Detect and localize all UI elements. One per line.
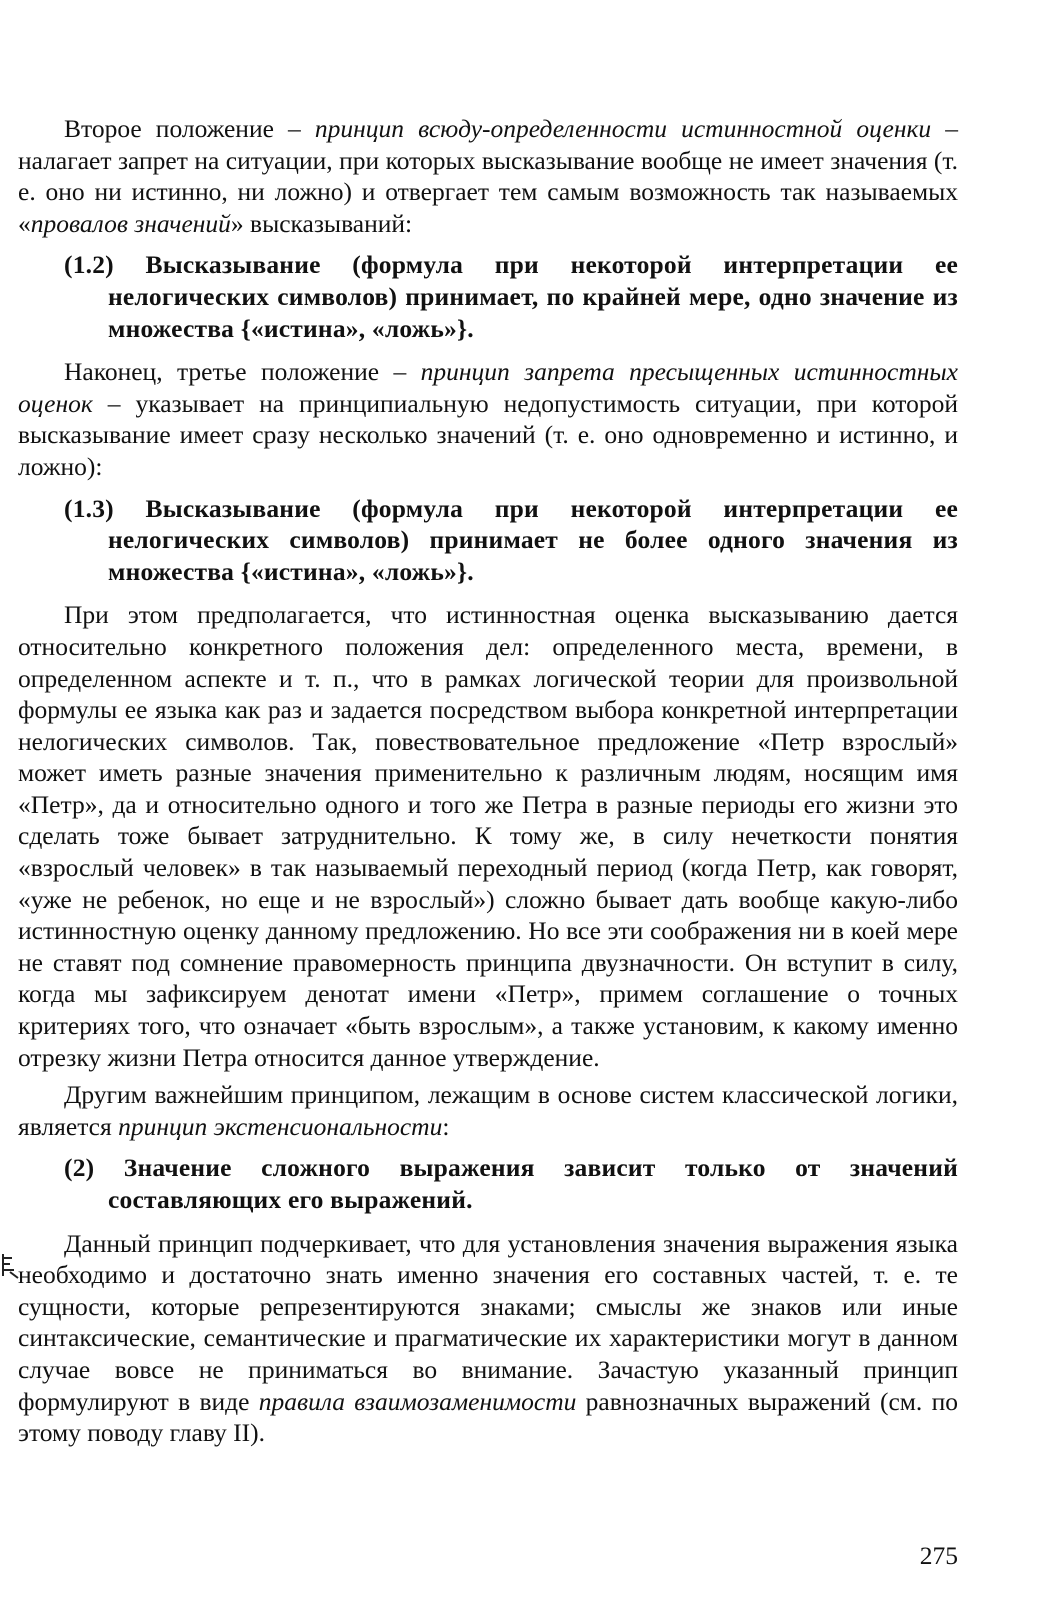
italic-term: правила взаимозаменимости: [258, 1386, 577, 1416]
italic-term: принцип всюду-определенности истинностной оценки: [314, 114, 932, 143]
paragraph-principle-no-oversaturation: [18, 356, 958, 482]
page-number: 275: [919, 1541, 958, 1570]
paragraph-principle-total-definiteness: [18, 113, 958, 239]
italic-term: принцип запрета пресыщенных истинностных оценок: [18, 357, 958, 418]
rule-2: [64, 1152, 958, 1215]
rule-text: Значение сложного выражения зависит только от значений составляющих его выражений.: [108, 1153, 958, 1214]
margin-scan-mark-icon: [0, 1250, 22, 1280]
rule-number: (2): [64, 1153, 124, 1183]
paragraph-extensionality-intro: [18, 1079, 958, 1142]
text-run: Наконец, третье положение –: [64, 357, 421, 387]
text-run: Данный принцип подчеркивает, что для установления значения выражения языка необходимо и достаточно знать именно значения его составных частей, т. е. те сущности, которые репрезентируются знаками; смыслы же знаков или иные синтаксические, семантические и прагматические их характеристики могут в данном случае вовсе не приниматься во внимание. Зачастую указанный принцип формулируют в виде: [18, 1228, 958, 1416]
text-run: – указывает на принципиальную недопустимость ситуации, при которой высказывание имеет сразу несколько значений (т. е. оно одновременно и истинно, и ложно):: [18, 388, 958, 481]
page-body: [18, 113, 958, 1449]
italic-term: принцип экстенсиональности: [118, 1111, 443, 1141]
rule-1-2: [64, 249, 958, 344]
rule-text: Высказывание (формула при некоторой интерпретации ее нелогических символов) принимает не более одного значения из множества {«истина», «ложь»}.: [108, 493, 958, 586]
paragraph-extensionality-explanation: [18, 1228, 958, 1449]
text-run: Другим важнейшим принципом, лежащим в основе систем классической логики, является: [18, 1080, 958, 1141]
text-run: » высказываний:: [230, 208, 413, 238]
text-run: равнозначных выражений (см. по этому поводу главу II).: [18, 1386, 958, 1448]
italic-term: провалов значений: [30, 208, 231, 238]
rule-number: (1.3): [64, 493, 146, 523]
rule-1-3: [64, 493, 958, 588]
paragraph-petr-example: При этом предполагается, что истинностная оценка высказыванию дается относительно конкретного положения дел: определенного места, времени, в определенном аспекте и т. п., что в рамках логической теории для произвольной формулы ее языка как раз и задается посредством выбора конкретной интерпретации нелогических символов. Так, повествовательное предложение «Петр взрослый» может иметь разные значения применительно к различным людям, носящим имя «Петр», да и относительно одного и того же Петра в разные периоды его жизни это сделать тоже бывает затруднительно. К тому же, в силу нечеткости понятия «взрослый человек» в так называемый переходный период (когда Петр, как говорят, «уже не ребенок, но еще и не взрослый») сложно бывает дать вообще какую-либо истинностную оценку данному предложению. Но все эти соображения ни в коей мере не ставят под сомнение правомерность принципа двузначности. Он вступит в силу, когда мы зафиксируем денотат имени «Петр», примем соглашение о точных критериях того, что означает «быть взрослым», а также установим, к какому именно отрезку жизни Петра относится данное утверждение.: [18, 600, 958, 1072]
rule-text: Высказывание (формула при некоторой интерпретации ее нелогических символов) принимает, по крайней мере, одно значение из множества {«истина», «ложь»}.: [108, 250, 958, 343]
text-run: – налагает запрет на ситуации, при которых высказывание вообще не имеет значения (т. е. оно ни истинно, ни ложно) и отвергает тем самым возможность так называемых «: [18, 114, 959, 238]
rule-number: (1.2): [64, 250, 146, 280]
text-run: :: [442, 1111, 450, 1141]
text-run: Второе положение –: [64, 114, 315, 143]
